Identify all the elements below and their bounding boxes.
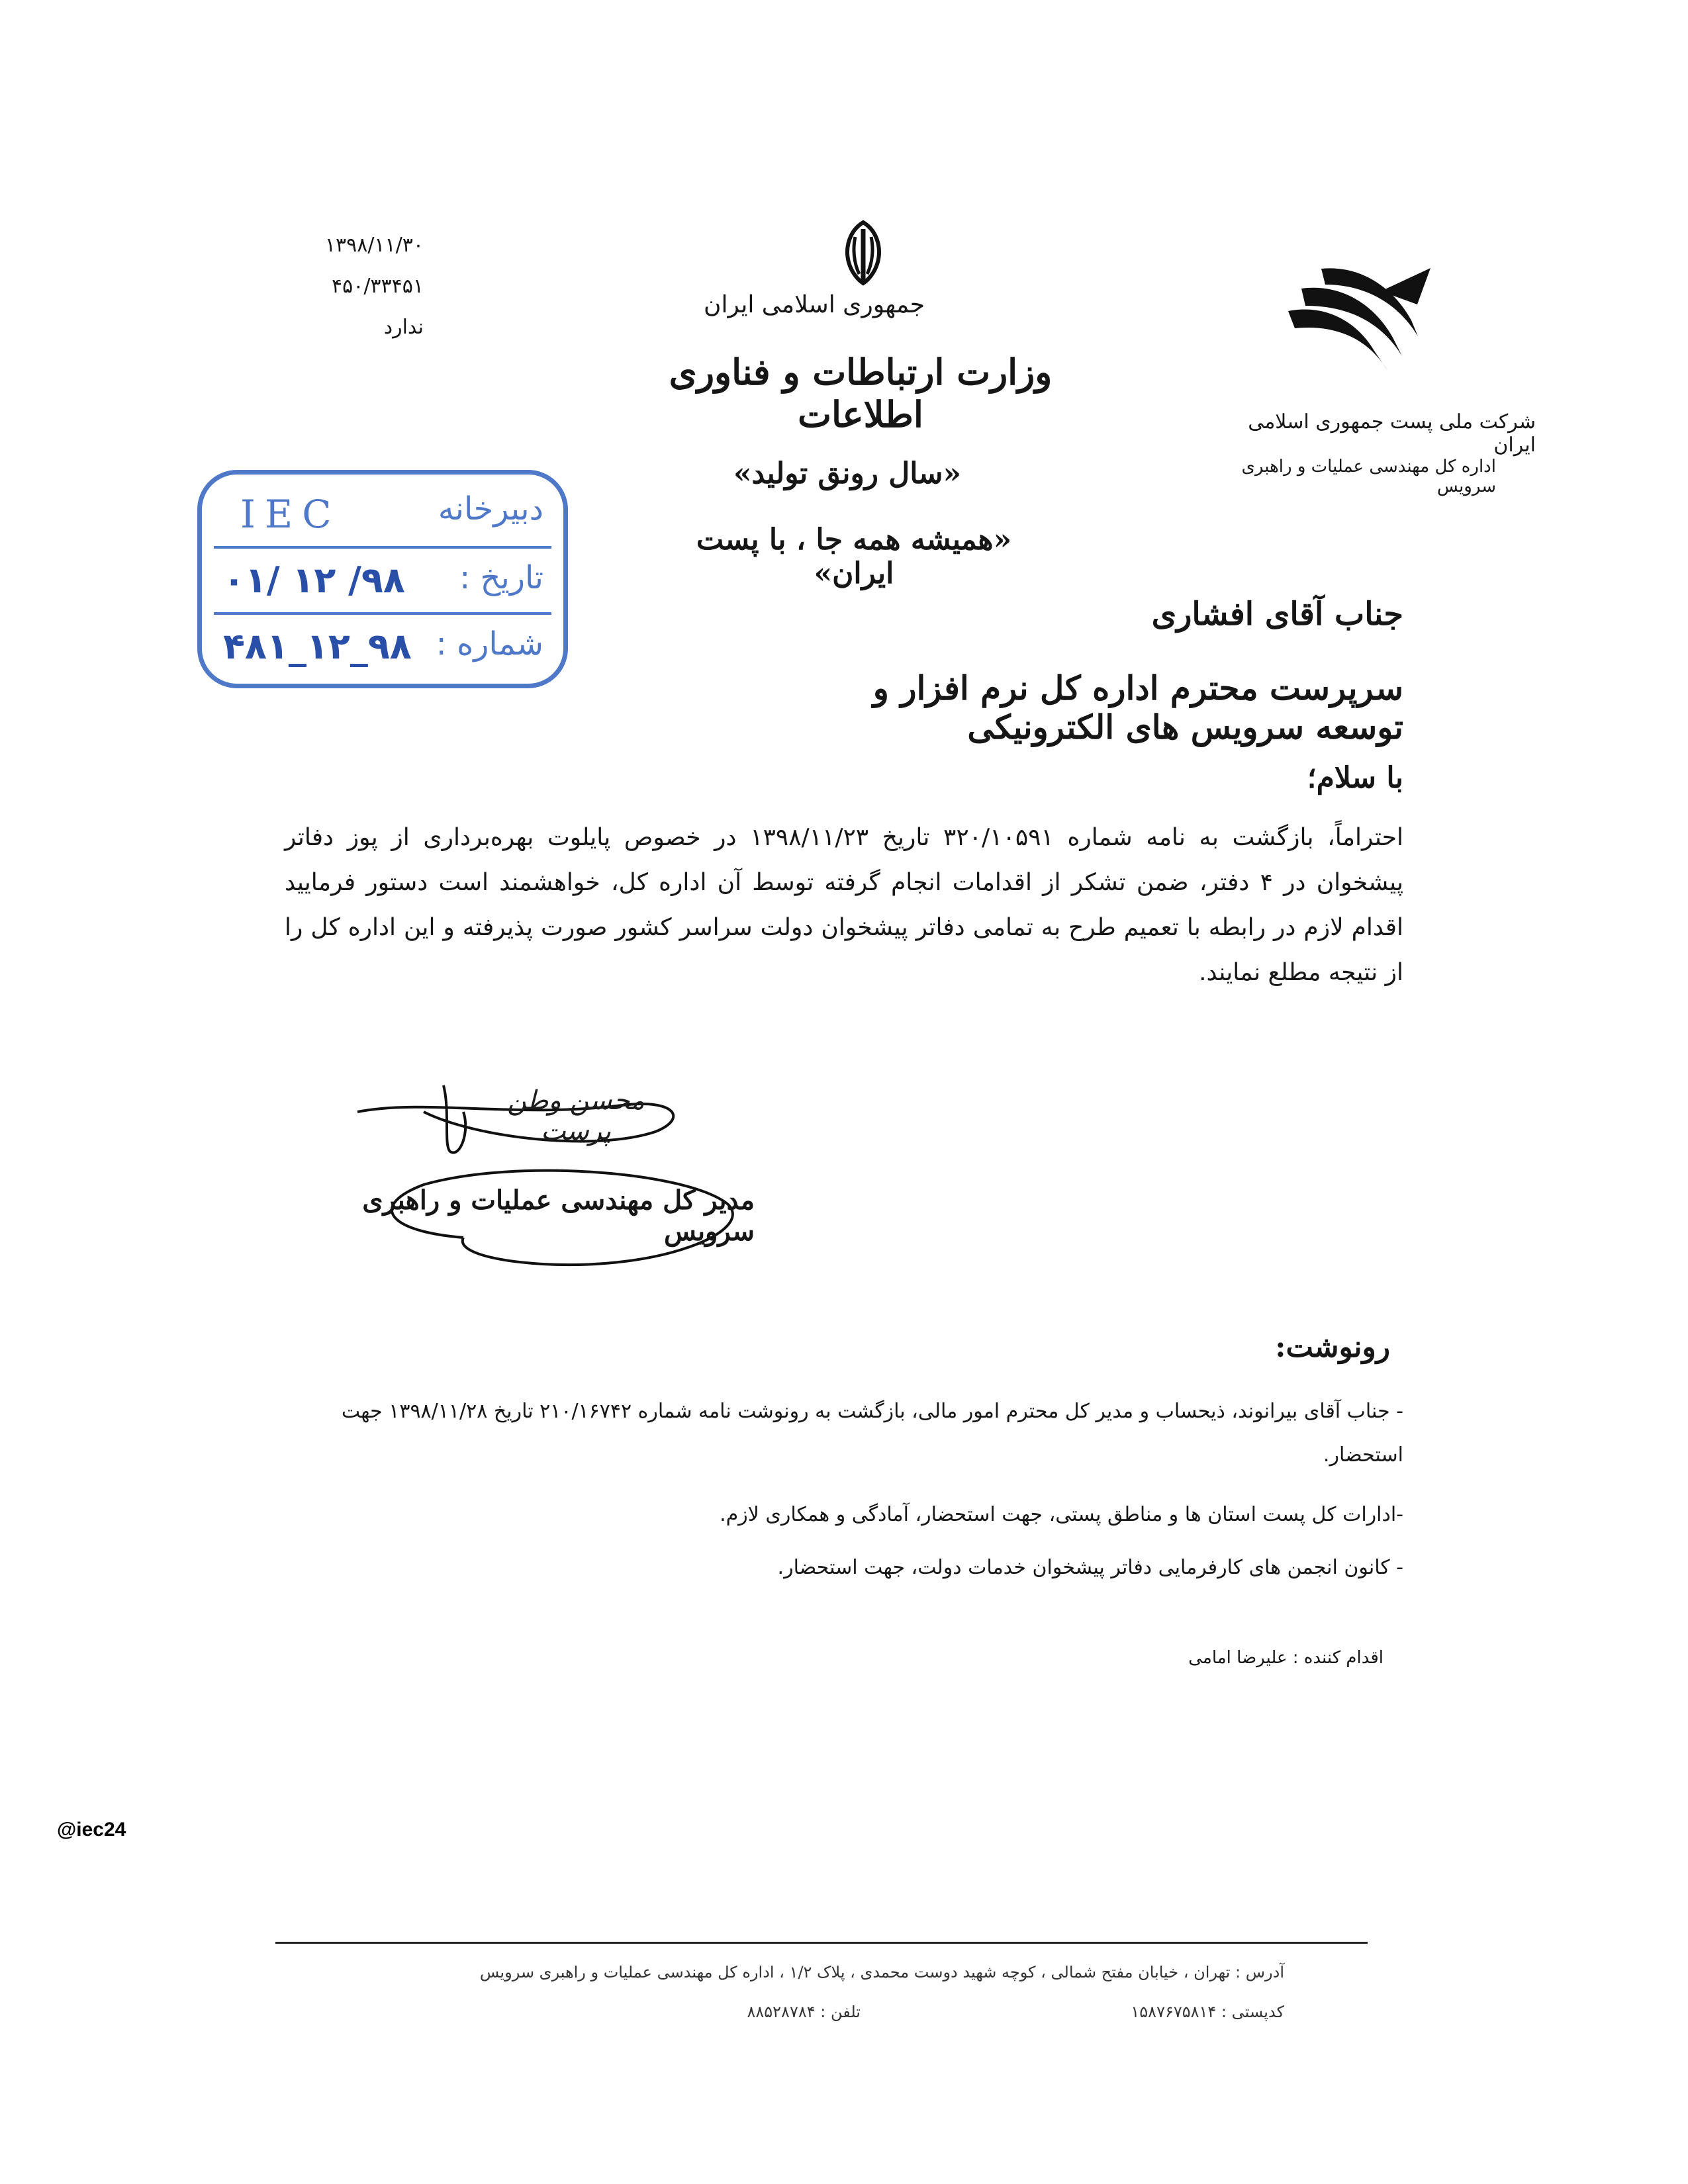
stamp-code: IEC: [240, 492, 341, 537]
stamp-date-value: ۹۸/ ۱۲ /۰۱: [223, 559, 405, 601]
letter-meta: [291, 225, 424, 348]
footer-phone: تلفن : ۸۸۵۲۸۷۸۴: [747, 2003, 861, 2021]
republic-title: جمهوری اسلامی ایران: [704, 291, 925, 318]
letter-body: احتراماً، بازگشت به نامه شماره ۳۲۰/۱۰۵۹۱ تاریخ ۱۳۹۸/۱۱/۲۳ در خصوص پایلوت بهره‌برداری از پوز دفاتر پیشخوان در ۴ دفتر، ضمن تشکر از اقدامات انجام گرفته توسط آن اداره کل، خواهشمند است دستور فرمایید اقدام لازم در رابطه با تعمیم طرح به تمامی دفاتر پیشخوان دولت سراسر کشور صورت پذیرفته و این اداره کل را از نتیجه مطلع نمایند.: [285, 824, 1403, 986]
company-department: اداره کل مهندسی عملیات و راهبری سرویس: [1241, 457, 1496, 496]
letter-attachment: ندارد: [383, 316, 424, 339]
footer-divider: [275, 1942, 1368, 1944]
post-slogan: «همیشه همه جا ، با پست ایران»: [696, 523, 1012, 590]
year-slogan: «سال رونق تولید»: [733, 457, 962, 490]
iran-post-logo-icon: [1282, 265, 1434, 384]
letter-date: ۱۳۹۸/۱۱/۳۰: [324, 234, 424, 257]
stamp-office: دبیرخانه: [438, 490, 543, 527]
cc-item: - جناب آقای بیرانوند، ذیحساب و مدیر کل محترم امور مالی، بازگشت به رونوشت نامه شماره ۲۱۰/۱۶۷۴۲ تاریخ ۱۳۹۸/۱۱/۲۸ جهت استحضار.: [341, 1400, 1403, 1467]
stamp-number-value: ۹۸_۱۲_۴۸۱: [223, 625, 412, 667]
company-name: شرکت ملی پست جمهوری اسلامی ایران: [1248, 410, 1536, 457]
cc-item: - کانون انجمن های کارفرمایی دفاتر پیشخوان خدمات دولت، جهت استحضار.: [777, 1556, 1403, 1579]
greeting: با سلام؛: [1307, 761, 1403, 795]
cc-item: -ادارات کل پست استان ها و مناطق پستی، جهت استحضار، آمادگی و همکاری لازم.: [720, 1503, 1403, 1526]
addressee-name: جناب آقای افشاری: [1151, 596, 1403, 633]
addressee-title: سرپرست محترم اداره کل نرم افزار و توسعه سرویس های الکترونیکی: [872, 668, 1403, 747]
stamp-date-label: تاریخ :: [459, 559, 543, 596]
secretariat-stamp: [197, 470, 568, 688]
stamp-number-label: شماره :: [436, 625, 543, 662]
action-officer: اقدام کننده : علیرضا امامی: [1188, 1648, 1383, 1668]
footer-address: آدرس : تهران ، خیابان مفتح شمالی ، کوچه شهید دوست محمدی ، پلاک ۱/۲ ، اداره کل مهندسی عملیات و راهبری سرویس: [479, 1963, 1284, 1981]
stamp-date-row: [214, 546, 551, 615]
stamp-number-row: [214, 612, 551, 681]
footer-postal-code: کدپستی : ۱۵۸۷۶۷۵۸۱۴: [1131, 2003, 1284, 2021]
cc-heading: رونوشت:: [1275, 1330, 1390, 1364]
iran-emblem-icon: [830, 217, 896, 290]
signatory-name: محسن وطن پرست: [507, 1085, 645, 1146]
ministry-title: وزارت ارتباطات و فناوری اطلاعات: [669, 351, 1053, 435]
stamp-office-row: [214, 480, 551, 546]
signatory-title: مدیر کل مهندسی عملیات و راهبری سرویس: [362, 1185, 755, 1247]
channel-handle: @iec24: [57, 1819, 126, 1841]
letter-number: ۴۵۰/۳۳۴۵۱: [331, 275, 424, 298]
